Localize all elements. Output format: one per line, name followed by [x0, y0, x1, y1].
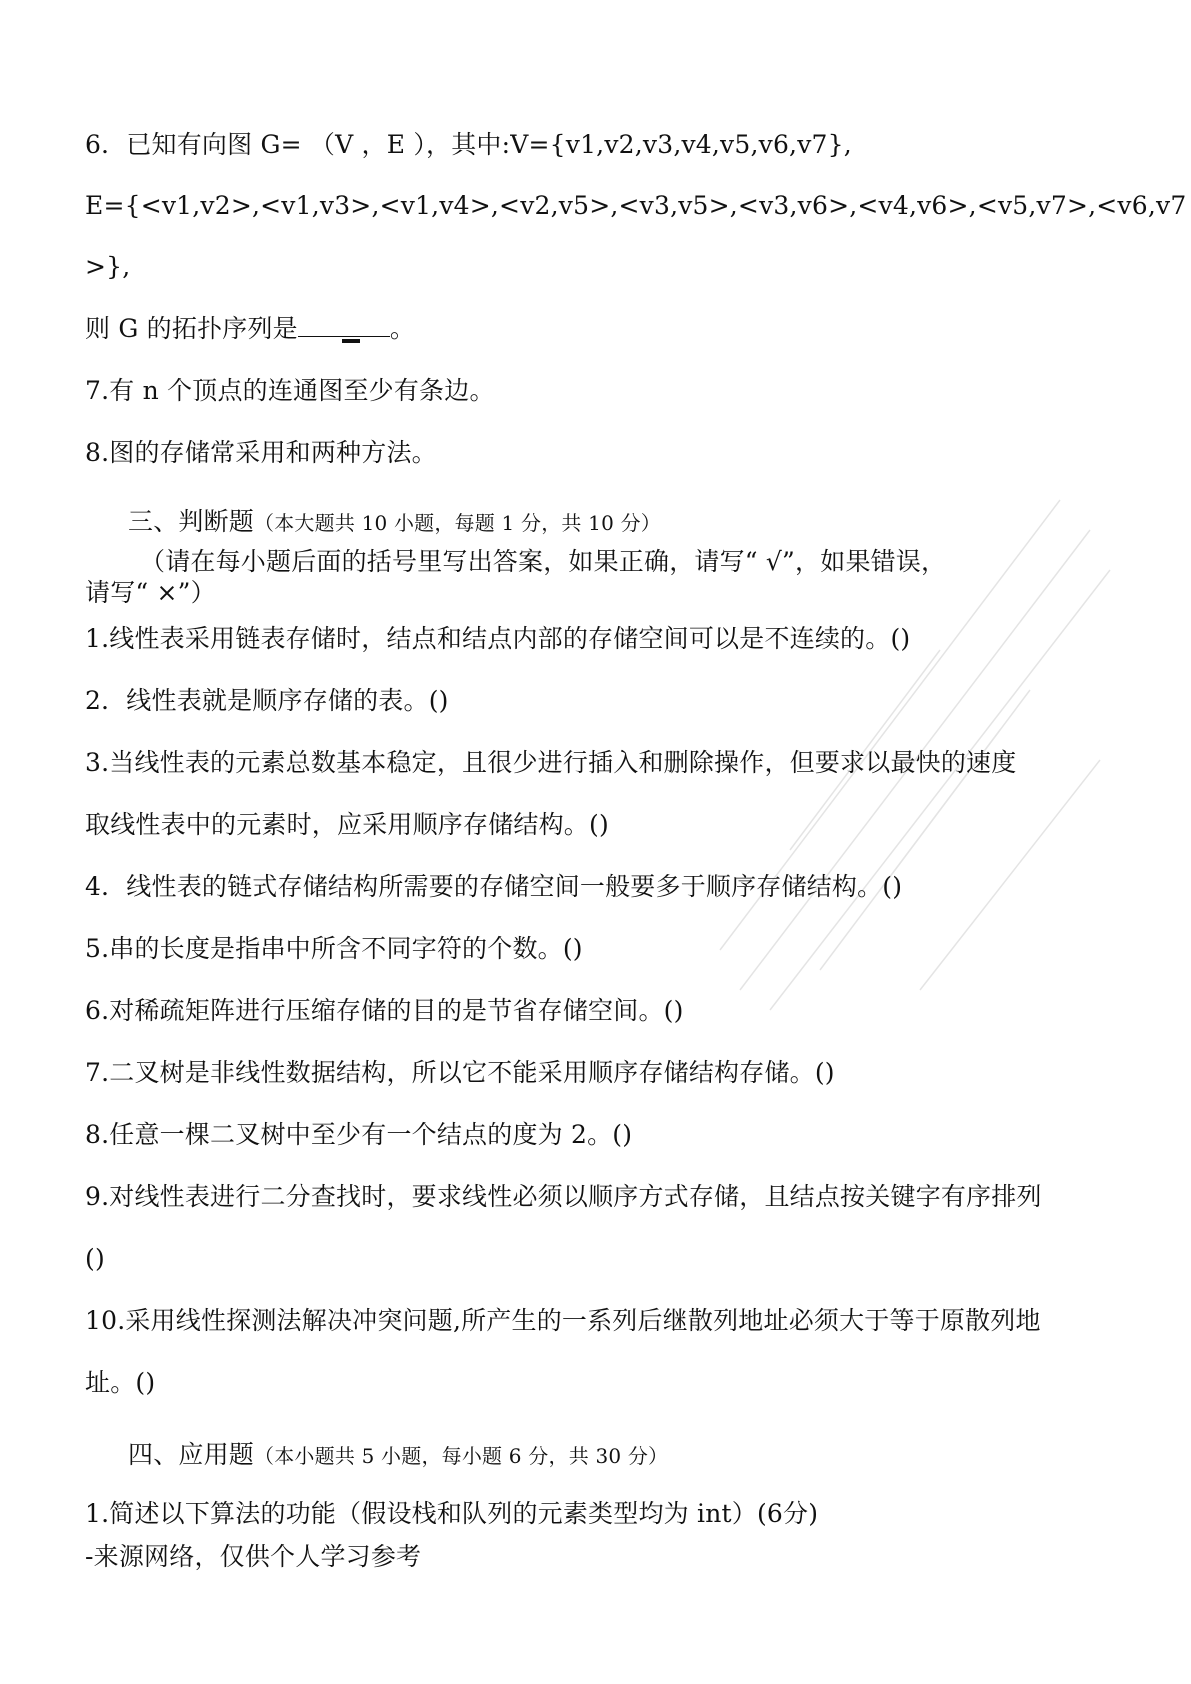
section-4-title: 四、应用题 [128, 1440, 255, 1469]
question-8: 8.图的存储常采用和两种方法。 [85, 438, 437, 467]
section-3-title: 三、判断题 [128, 507, 255, 536]
question-6-prefix: 则 G 的拓扑序列是 [85, 314, 298, 343]
blank-mark [342, 339, 360, 343]
section-3-instruction-2: 请写“ ×”） [85, 578, 216, 607]
question-6-suffix: 。 [389, 314, 416, 343]
judgment-10-line-2: 址。() [85, 1368, 156, 1397]
judgment-8: 8.任意一棵二叉树中至少有一个结点的度为 2。() [85, 1120, 633, 1149]
section-4-heading [128, 1438, 668, 1473]
question-7: 7.有 n 个顶点的连通图至少有条边。 [85, 376, 495, 405]
section-3-note: （本大题共 10 小题，每题 1 分，共 10 分） [254, 511, 661, 535]
source-footer: -来源网络，仅供个人学习参考 [85, 1542, 422, 1571]
judgment-10-line-1: 10.采用线性探测法解决冲突问题,所产生的一系列后继散列地址必须大于等于原散列地 [85, 1306, 1041, 1335]
section-3-instruction-1: （请在每小题后面的括号里写出答案，如果正确，请写“ √”，如果错误， [140, 547, 947, 576]
section-4-note: （本小题共 5 小题，每小题 6 分，共 30 分） [254, 1444, 669, 1468]
judgment-3-line-1: 3.当线性表的元素总数基本稳定，且很少进行插入和删除操作，但要求以最快的速度 [85, 748, 1017, 777]
judgment-9-line-2: () [85, 1244, 105, 1273]
judgment-1: 1.线性表采用链表存储时，结点和结点内部的存储空间可以是不连续的。() [85, 624, 911, 653]
judgment-4: 4．线性表的链式存储结构所需要的存储空间一般要多于顺序存储结构。() [85, 872, 903, 901]
question-6-line-3: >}, [85, 252, 131, 281]
judgment-9-line-1: 9.对线性表进行二分查找时，要求线性必须以顺序方式存储，且结点按关键字有序排列 [85, 1182, 1042, 1211]
application-1: 1.简述以下算法的功能（假设栈和队列的元素类型均为 int）(6分) [85, 1499, 819, 1528]
judgment-2: 2．线性表就是顺序存储的表。() [85, 686, 449, 715]
judgment-7: 7.二叉树是非线性数据结构，所以它不能采用顺序存储结构存储。() [85, 1058, 835, 1087]
judgment-3-line-2: 取线性表中的元素时，应采用顺序存储结构。() [85, 810, 609, 839]
section-3-heading [128, 505, 661, 540]
question-6-line-4 [85, 312, 415, 346]
question-6-line-1: 6．已知有向图 G= （V ，E ），其中:V={v1,v2,v3,v4,v5,v6,v7}, [85, 130, 852, 159]
question-6-line-2: E={<v1,v2>,<v1,v3>,<v1,v4>,<v2,v5>,<v3,v5>,<v3,v6>,<v4,v6>,<v5,v7>,<v6,v7 [85, 191, 1187, 220]
answer-blank [298, 314, 390, 337]
judgment-5: 5.串的长度是指串中所含不同字符的个数。() [85, 934, 583, 963]
judgment-6: 6.对稀疏矩阵进行压缩存储的目的是节省存储空间。() [85, 996, 684, 1025]
